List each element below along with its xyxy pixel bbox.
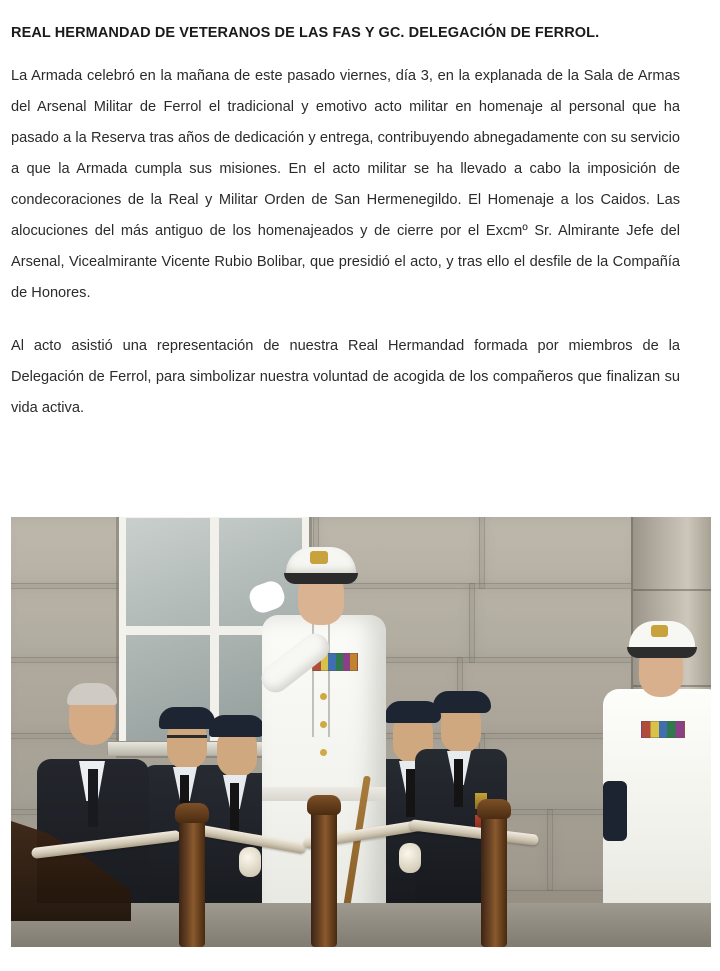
barrier-post [179,817,205,947]
barrier-post [311,809,337,947]
stone-block [479,517,641,589]
barrier-post [481,813,507,947]
naval-officer-right [603,603,711,947]
photo-scene [11,517,711,947]
page-title: REAL HERMANDAD DE VETERANOS DE LAS FAS Y GC. DELEGACIÓN DE FERROL. [11,25,600,41]
article-body [0,0,720,424]
rope-knot [399,843,421,873]
rope-knot [239,847,261,877]
article-paragraph-2: Al acto asistió una representación de nuestra Real Hermandad formada por miembros de la Delegación de Ferrol, para simbolizar nuestra voluntad de acogida de los compañeros que finalizan su vida activa. [11,337,680,416]
article-paragraph-1: La Armada celebró en la mañana de este pasado viernes, día 3, en la explanada de la Sala de Armas del Arsenal Militar de Ferrol el tradicional y emotivo acto militar en homenaje al personal que ha pasado a la Reserva tras años de dedicación y entrega, contribuyendo abnegadamente con su servicio a que la Armada cumpla sus misiones. En el acto militar se ha llevado a cabo la imposición de condecoraciones de la Real y Militar Orden de San Hermenegildo. El Homenaje a los Caidos. Las alocuciones del más antiguo de los homenajeados y de cierre por el Excmº Sr. Almirante Jefe del Arsenal, Vicealmirante Vicente Rubio Bolibar, que presidió el acto, y tras ello el desfile de la Compañía de Honores. [11,67,680,301]
article-photo [11,517,711,947]
